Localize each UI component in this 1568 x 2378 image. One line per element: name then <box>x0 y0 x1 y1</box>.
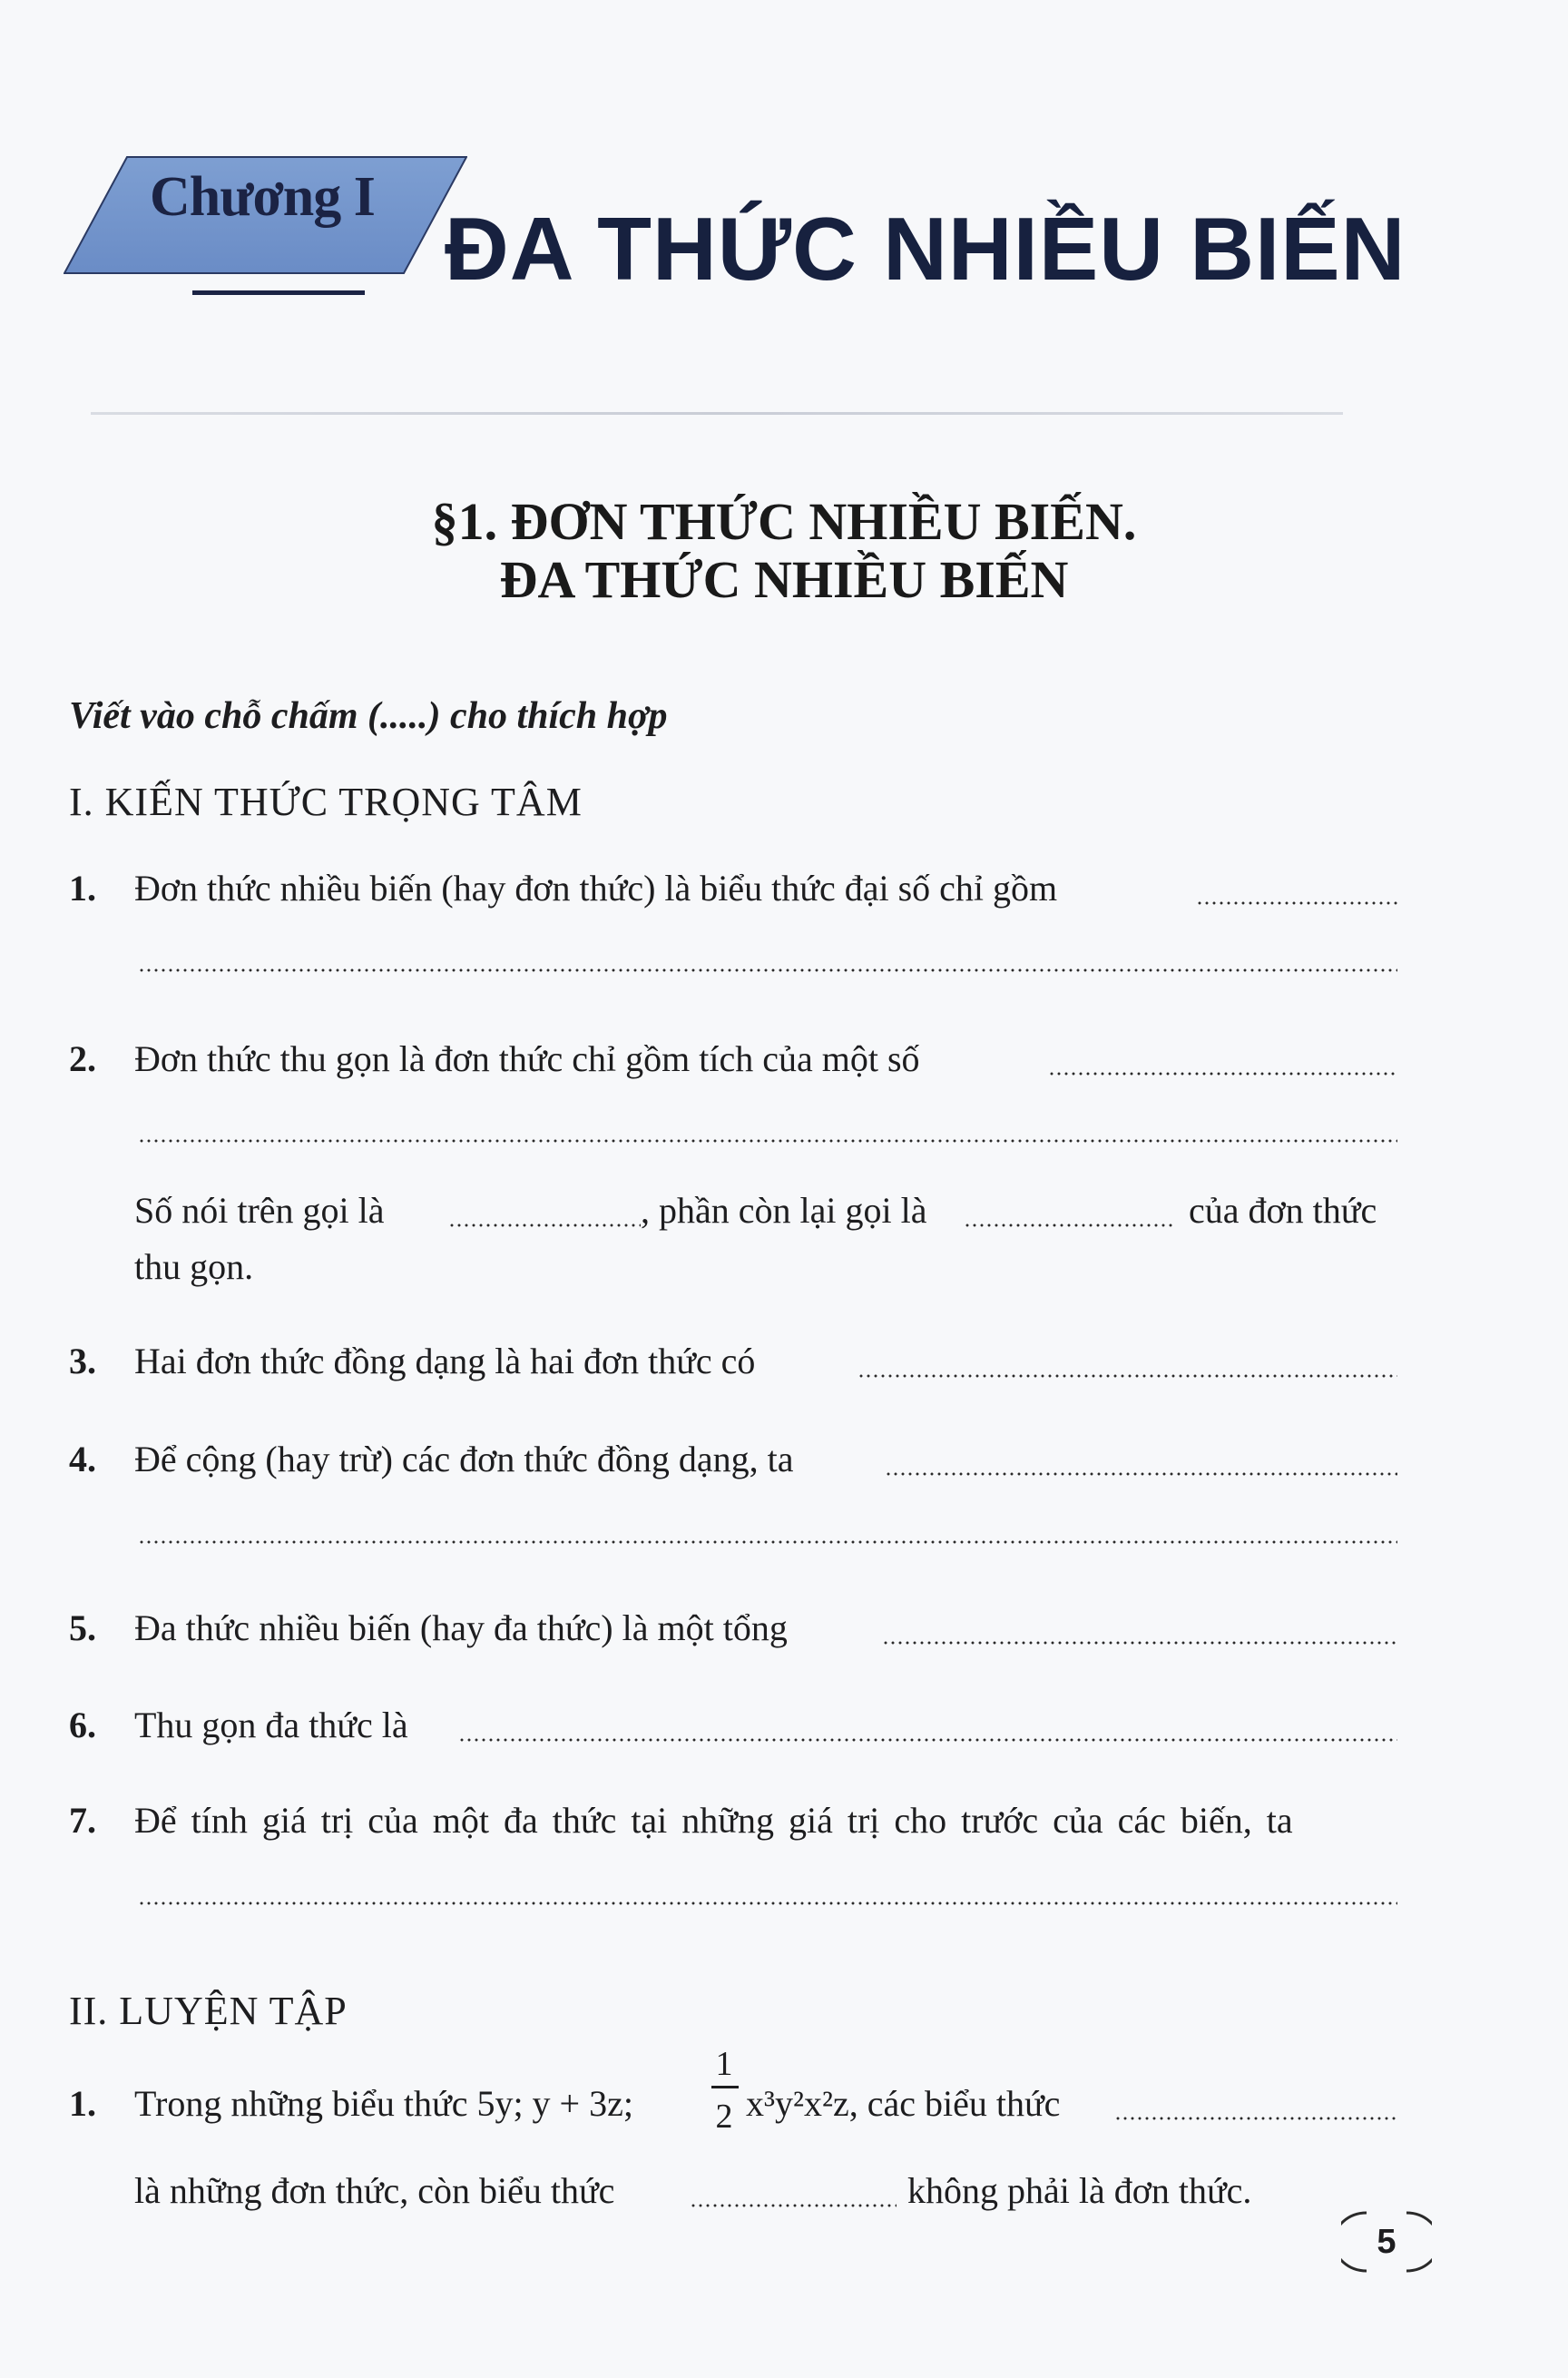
item-subtext: Số nói trên gọi là <box>134 1190 385 1231</box>
chapter-label-underline <box>192 290 365 295</box>
answer-blank[interactable] <box>138 1139 1397 1143</box>
fraction-denominator: 2 <box>715 2098 733 2136</box>
answer-blank[interactable] <box>138 968 1397 972</box>
item-text: Đơn thức nhiều biến (hay đơn thức) là biểu thức đại số chỉ gồm <box>134 868 1058 909</box>
part1-heading: I. KIẾN THỨC TRỌNG TÂM <box>69 780 583 824</box>
answer-blank[interactable] <box>448 1223 641 1227</box>
item-subtext: thu gọn. <box>134 1246 254 1287</box>
item-subtext: của đơn thức <box>1189 1190 1377 1231</box>
item-text: Để cộng (hay trừ) các đơn thức đồng dạng, ta <box>134 1439 794 1479</box>
item-text: Trong những biểu thức 5y; y + 3z; <box>134 2083 633 2124</box>
answer-blank[interactable] <box>458 1738 1397 1742</box>
item-number: 2. <box>69 1038 96 1079</box>
answer-blank[interactable] <box>882 1641 1397 1645</box>
item-text: là những đơn thức, còn biểu thức <box>134 2170 615 2211</box>
item-text: x³y²x²z, các biểu thức <box>746 2083 1061 2124</box>
answer-blank[interactable] <box>964 1223 1174 1227</box>
page-number: 5 <box>1377 2223 1396 2261</box>
answer-blank[interactable] <box>1048 1072 1397 1076</box>
item-number: 4. <box>69 1439 96 1479</box>
item-text: Thu gọn đa thức là <box>134 1705 408 1745</box>
chapter-title: ĐA THỨC NHIỀU BIẾN <box>445 199 1406 299</box>
item-number: 6. <box>69 1705 96 1745</box>
item-text: Để tính giá trị của một đa thức tại những giá trị cho trước của các biến, ta <box>134 1800 1293 1841</box>
item-number: 1. <box>69 868 96 909</box>
item-text: Đa thức nhiều biến (hay đa thức) là một tổng <box>134 1607 788 1648</box>
item-text: không phải là đơn thức. <box>907 2170 1252 2211</box>
instruction: Viết vào chỗ chấm (.....) cho thích hợp <box>69 695 668 737</box>
answer-blank[interactable] <box>138 1540 1397 1544</box>
header-divider <box>91 412 1343 415</box>
item-number: 5. <box>69 1607 96 1648</box>
chapter-label: Chương I <box>150 166 375 228</box>
answer-blank[interactable] <box>1196 901 1397 905</box>
item-text: Hai đơn thức đồng dạng là hai đơn thức có <box>134 1341 756 1381</box>
part2-heading: II. LUYỆN TẬP <box>69 1989 348 2033</box>
fraction-numerator: 1 <box>715 2045 733 2083</box>
item-number: 3. <box>69 1341 96 1381</box>
section-title-line1: §1. ĐƠN THỨC NHIỀU BIẾN. <box>431 492 1137 551</box>
item-text: Đơn thức thu gọn là đơn thức chỉ gồm tích của một số <box>134 1038 920 1079</box>
answer-blank[interactable] <box>858 1374 1397 1378</box>
item-number: 7. <box>69 1800 96 1841</box>
answer-blank[interactable] <box>885 1472 1397 1476</box>
page-number-badge <box>1341 2206 1432 2278</box>
answer-blank[interactable] <box>690 2204 897 2207</box>
item-subtext: , phần còn lại gọi là <box>641 1190 927 1231</box>
section-title-line2: ĐA THỨC NHIỀU BIẾN <box>499 550 1069 609</box>
answer-blank[interactable] <box>1114 2117 1397 2120</box>
answer-blank[interactable] <box>138 1901 1397 1905</box>
fraction-bar <box>711 2086 739 2088</box>
item-number: 1. <box>69 2083 96 2124</box>
